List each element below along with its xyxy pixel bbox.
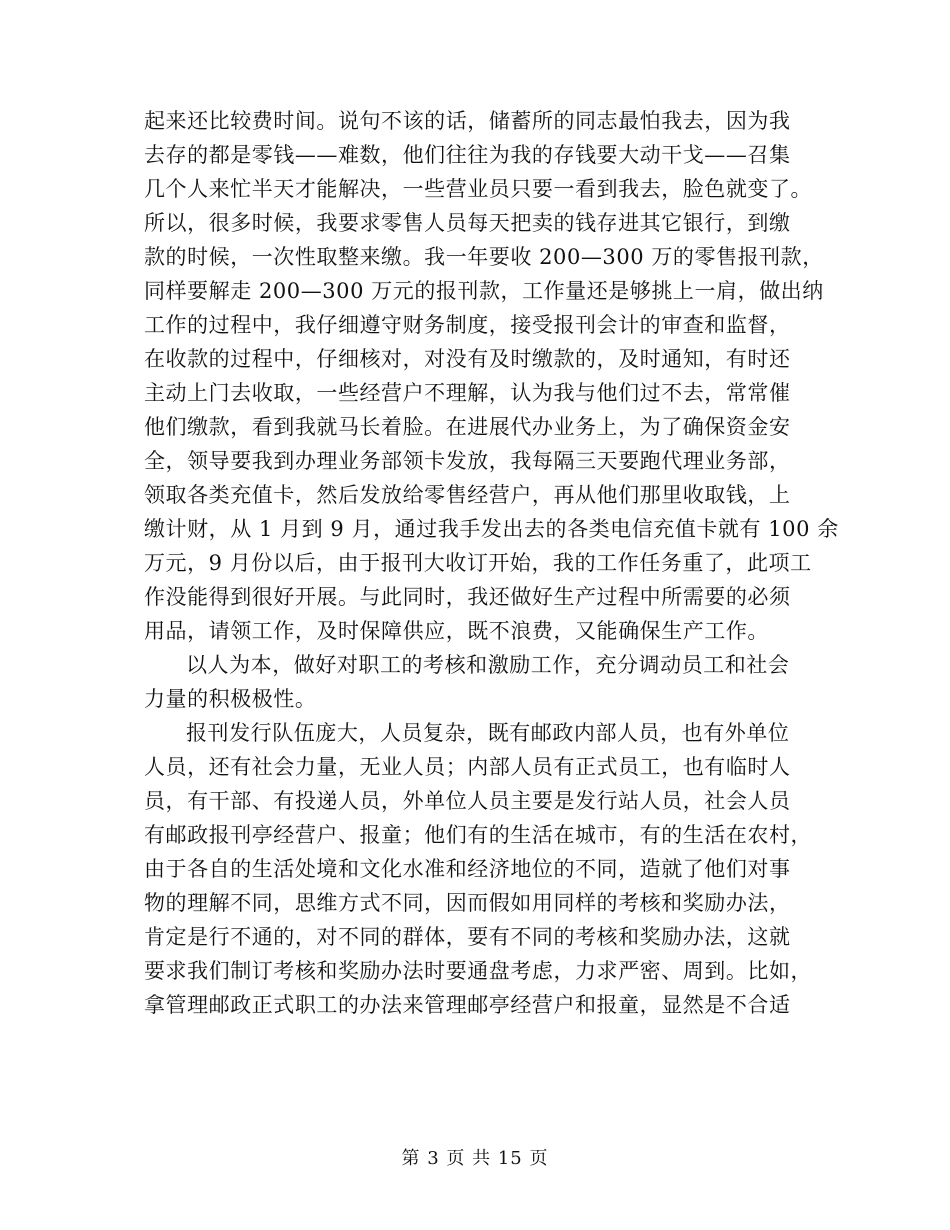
text-line: 工作的过程中，我仔细遵守财务制度，接受报刊会计的审查和监督， <box>144 313 791 337</box>
text-line: 要求我们制订考核和奖励办法时要通盘考虑，力求严密、周到。比如， <box>144 959 813 983</box>
body-text <box>144 104 839 1022</box>
paragraph-first-line: 报刊发行队伍庞大，人员复杂，既有邮政内部人员，也有外单位 <box>186 721 790 745</box>
text-line: 由于各自的生活处境和文化水准和经济地位的不同，造就了他们对事 <box>144 857 791 881</box>
text-line: 缴计财，从 1 月到 9 月，通过我手发出去的各类电信充值卡就有 100 余 <box>144 517 839 541</box>
page-number-footer: 第 3 页 共 15 页 <box>401 1148 549 1169</box>
text-line: 起来还比较费时间。说句不该的话，储蓄所的同志最怕我去，因为我 <box>144 109 791 133</box>
text-line: 用品，请领工作，及时保障供应，既不浪费，又能确保生产工作。 <box>144 619 769 643</box>
text-line: 有邮政报刊亭经营户、报童；他们有的生活在城市，有的生活在农村， <box>144 823 813 847</box>
text-line: 人员，还有社会力量，无业人员；内部人员有正式员工，也有临时人 <box>144 755 791 779</box>
text-line: 去存的都是零钱——难数，他们往往为我的存钱要大动干戈——召集 <box>144 143 791 167</box>
text-line: 员，有干部、有投递人员，外单位人员主要是发行站人员，社会人员 <box>144 789 791 813</box>
text-line: 领取各类充值卡，然后发放给零售经营户，再从他们那里收取钱，上 <box>144 483 791 507</box>
text-line: 在收款的过程中，仔细核对，对没有及时缴款的，及时通知，有时还 <box>144 347 791 371</box>
text-line: 所以，很多时候，我要求零售人员每天把卖的钱存进其它银行，到缴 <box>144 211 791 235</box>
text-line: 同样要解走 200—300 万元的报刊款，工作量还是够挑上一肩，做出纳 <box>144 279 824 303</box>
text-line: 肯定是行不通的，对不同的群体，要有不同的考核和奖励办法，这就 <box>144 925 791 949</box>
paragraph-first-line: 以人为本，做好对职工的考核和激励工作，充分调动员工和社会 <box>186 653 790 677</box>
text-line: 力量的积极极性。 <box>144 687 317 711</box>
text-line: 万元，9 月份以后，由于报刊大收订开始，我的工作任务重了，此项工 <box>144 551 812 575</box>
text-line: 几个人来忙半天才能解决，一些营业员只要一看到我去，脸色就变了。 <box>144 177 813 201</box>
text-line: 他们缴款，看到我就马长着脸。在进展代办业务上，为了确保资金安 <box>144 415 791 439</box>
text-line: 拿管理邮政正式职工的办法来管理邮亭经营户和报童，显然是不合适 <box>144 993 791 1017</box>
text-line: 全，领导要我到办理业务部领卡发放，我每隔三天要跑代理业务部， <box>144 449 791 473</box>
text-line: 物的理解不同，思维方式不同，因而假如用同样的考核和奖励办法， <box>144 891 791 915</box>
text-line: 作没能得到很好开展。与此同时，我还做好生产过程中所需要的必须 <box>144 585 791 609</box>
text-line: 款的时候，一次性取整来缴。我一年要收 200—300 万的零售报刊款， <box>144 245 824 269</box>
text-line: 主动上门去收取，一些经营户不理解，认为我与他们过不去，常常催 <box>144 381 791 405</box>
